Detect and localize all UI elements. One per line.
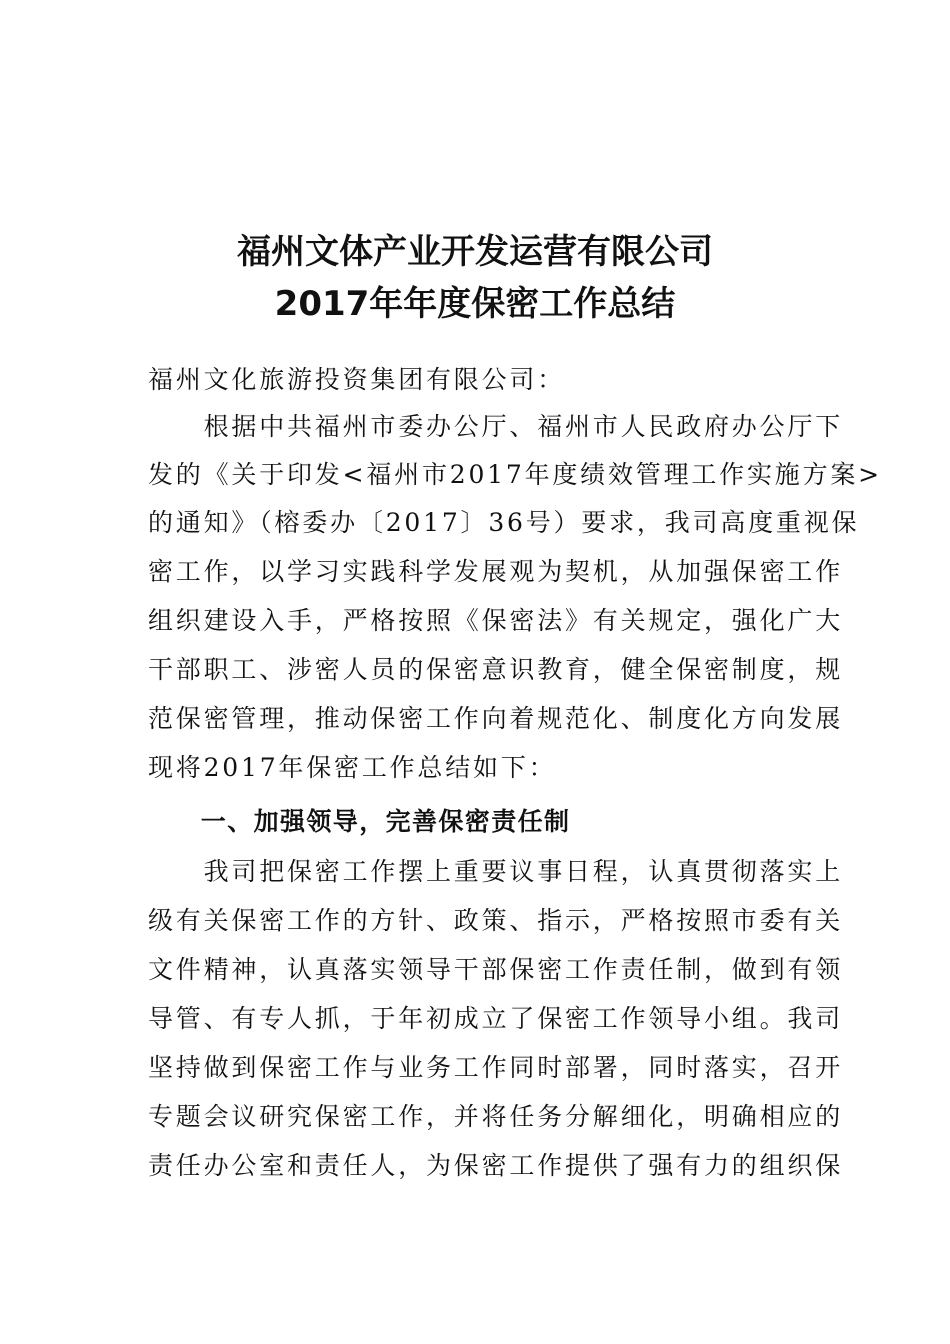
paragraph-line: 坚持做到保密工作与业务工作同时部署，同时落实，召开 — [148, 1053, 844, 1082]
paragraph-line: 导管、有专人抓，于年初成立了保密工作领导小组。我司 — [148, 1004, 844, 1033]
paragraph-line: 我司把保密工作摆上重要议事日程，认真贯彻落实上 — [148, 857, 844, 886]
paragraph-line: 文件精神，认真落实领导干部保密工作责任制，做到有领 — [148, 955, 844, 984]
paragraph-line: 根据中共福州市委办公厅、福州市人民政府办公厅下 — [148, 412, 844, 441]
paragraph-line: 发的《关于印发<福州市2017年度绩效管理工作实施方案> — [148, 460, 882, 489]
paragraph-line: 专题会议研究保密工作，并将任务分解细化，明确相应的 — [148, 1102, 844, 1131]
paragraph-line: 责任办公室和责任人，为保密工作提供了强有力的组织保 — [148, 1151, 844, 1180]
paragraph-line: 的通知》（榕委办〔2017〕36号）要求，我司高度重视保 — [148, 508, 860, 537]
paragraph-line: 级有关保密工作的方针、政策、指示，严格按照市委有关 — [148, 906, 844, 935]
document-subtitle: 2017年年度保密工作总结 — [274, 284, 676, 324]
salutation: 福州文化旅游投资集团有限公司： — [148, 365, 566, 394]
paragraph-line: 组织建设入手，严格按照《保密法》有关规定，强化广大 — [148, 606, 844, 635]
document-title: 福州文体产业开发运营有限公司 — [237, 232, 713, 272]
paragraph-line: 干部职工、涉密人员的保密意识教育，健全保密制度，规 — [148, 655, 844, 684]
section-heading: 一、加强领导，完善保密责任制 — [148, 807, 571, 836]
paragraph-line: 现将2017年保密工作总结如下： — [148, 753, 557, 782]
paragraph-line: 密工作，以学习实践科学发展观为契机，从加强保密工作 — [148, 557, 844, 586]
paragraph-line: 范保密管理，推动保密工作向着规范化、制度化方向发展 — [148, 704, 844, 733]
